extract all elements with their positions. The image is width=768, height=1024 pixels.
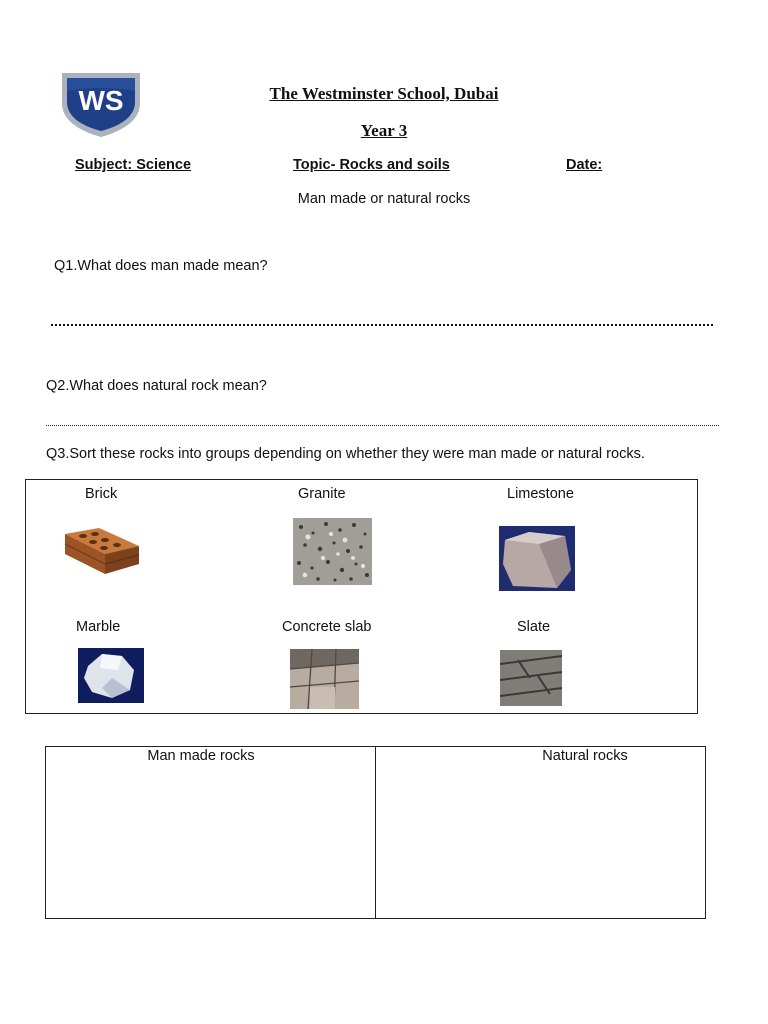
limestone-image (499, 526, 575, 591)
topic-label: Topic- Rocks and soils (293, 157, 450, 173)
question-2: Q2.What does natural rock mean? (46, 378, 267, 394)
col-header-man-made: Man made rocks (147, 748, 255, 764)
lesson-title: Man made or natural rocks (297, 191, 471, 207)
rock-label-marble: Marble (76, 619, 121, 635)
man-made-answer-area[interactable] (47, 771, 374, 917)
answer-line-1[interactable] (51, 320, 713, 326)
question-1: Q1.What does man made mean? (54, 258, 268, 274)
logo-text: WS (78, 85, 124, 116)
rock-label-limestone: Limestone (507, 486, 574, 502)
rock-label-concrete: Concrete slab (282, 619, 372, 635)
sort-table (45, 746, 706, 919)
slate-image (500, 650, 562, 706)
natural-answer-area[interactable] (377, 771, 705, 917)
col-header-natural: Natural rocks (542, 748, 628, 764)
year-title: Year 3 (360, 121, 408, 140)
marble-image (78, 648, 144, 703)
brick-image (61, 524, 141, 579)
rock-label-brick: Brick (85, 486, 118, 502)
rock-label-slate: Slate (517, 619, 551, 635)
question-3: Q3.Sort these rocks into groups depending on whether they were man made or natural rocks. (46, 446, 645, 462)
table-divider (375, 747, 376, 918)
rocks-box (25, 479, 698, 714)
date-label: Date: (566, 157, 603, 173)
granite-image (293, 518, 372, 585)
school-name: The Westminster School, Dubai (269, 84, 499, 103)
concrete-slab-image (290, 649, 359, 709)
subject-label: Subject: Science (75, 157, 192, 173)
rock-label-granite: Granite (298, 486, 346, 502)
answer-line-2[interactable] (46, 422, 719, 426)
